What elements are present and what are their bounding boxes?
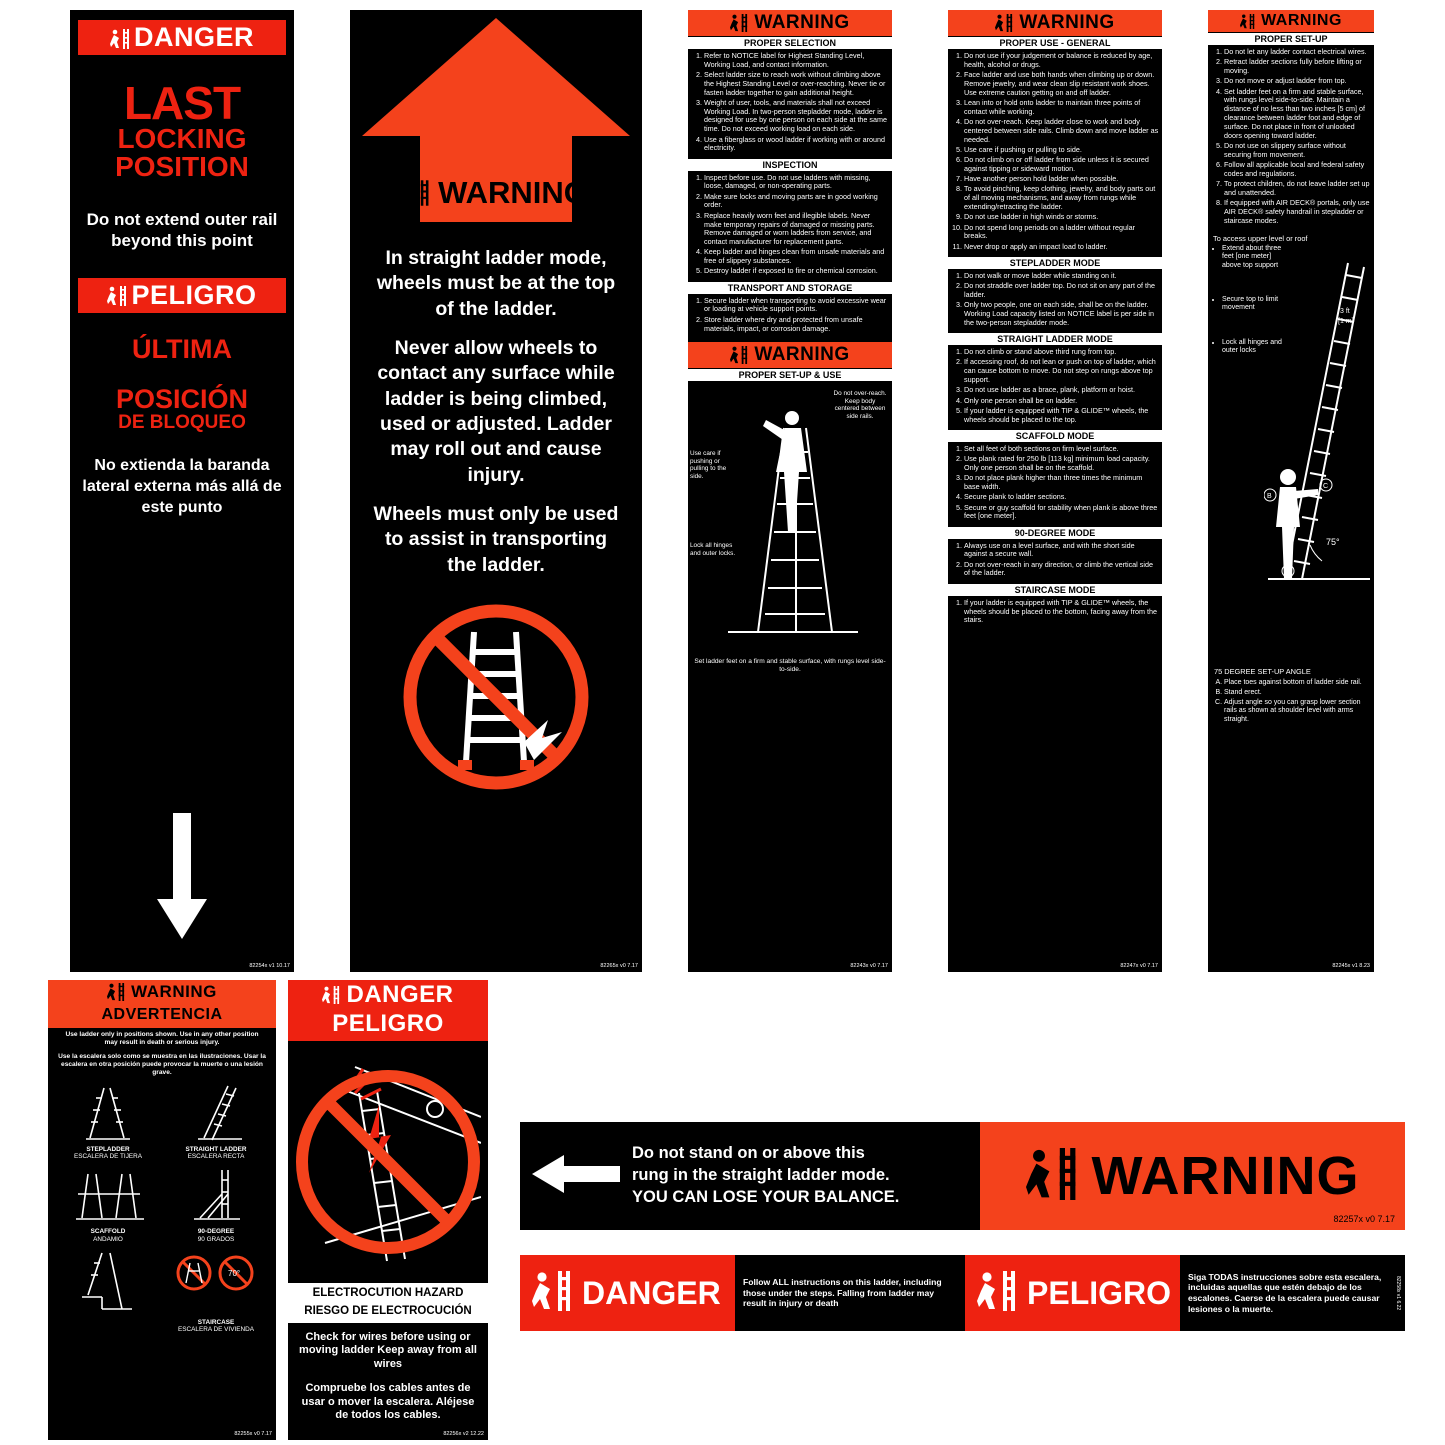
label-do-not-stand-banner bbox=[520, 1122, 1405, 1230]
list-item: 3. Lean into or hold onto ladder to maintain three points of contact while working. bbox=[964, 99, 1159, 117]
svg-text:C: C bbox=[1323, 482, 1329, 490]
list-item: 3. Do not use ladder as a brace, plank, platform or hoist. bbox=[964, 386, 1159, 395]
falling-person-icon bbox=[107, 982, 125, 1002]
list-item: 4. Keep ladder and hinges clean from unsafe materials and free of slippery substances. bbox=[704, 248, 889, 266]
list-item: A. Place toes against bottom of ladder side rail. bbox=[1224, 679, 1371, 688]
text-en: Use ladder only in positions shown. Use in any other position may result in death or serious injury. bbox=[65, 1031, 259, 1046]
svg-text:3 ft: 3 ft bbox=[1340, 307, 1350, 315]
callout-pushing: Use care if pushing or pulling to the side. bbox=[690, 449, 727, 480]
falling-person-icon bbox=[730, 13, 748, 33]
setup-illustration bbox=[688, 382, 892, 682]
mode-90-degree bbox=[162, 1164, 270, 1247]
list-item: 4. Set ladder feet on a firm and stable surface, with rungs level side-to-side. Maintain a distance of no less than two inches [5 cm] of clearance between ladder foot and edge of surface. Do not place in front of unlocked doors opening toward ladder. bbox=[1224, 88, 1371, 141]
mode-label-es: ESCALERA DE VIVIENDA bbox=[177, 1326, 254, 1334]
title-locking: LOCKING bbox=[117, 123, 247, 155]
section-items bbox=[1208, 46, 1374, 230]
list-item: 1. Inspect before use. Do not use ladders with missing, loose, damaged, or non-operating parts. bbox=[704, 174, 889, 192]
peligro-label: PELIGRO bbox=[1027, 1274, 1172, 1311]
label-electrocution bbox=[288, 980, 488, 1440]
label-proper-use bbox=[948, 10, 1162, 972]
list-item: 10. Do not spend long periods on a ladder without regular breaks. bbox=[964, 224, 1159, 242]
warning-header bbox=[688, 10, 892, 36]
mode-stepladder bbox=[54, 1082, 162, 1165]
list-item: 1. Set all feet of both sections on firm level surface. bbox=[964, 445, 1159, 454]
falling-person-icon bbox=[107, 285, 125, 305]
label-danger-peligro-strip bbox=[520, 1255, 1405, 1331]
label-code: 82245x v1 8.23 bbox=[1332, 963, 1370, 969]
list-item: 4. Secure plank to ladder sections. bbox=[964, 493, 1159, 502]
danger-text: Follow ALL instructions on this ladder, including those under the steps. Falling from ladder may result in injury or death bbox=[735, 1255, 965, 1331]
list-item: 5. If your ladder is equipped with TIP & GLIDE™ wheels, the wheels should be placed to the top. bbox=[964, 407, 1159, 425]
angle-notes bbox=[1208, 677, 1374, 729]
peligro-header bbox=[965, 1255, 1180, 1331]
falling-person-icon bbox=[404, 179, 430, 207]
danger-header bbox=[288, 980, 488, 1010]
wheels-text-2: Never allow wheels to contact any surface while ladder is being climbed, used or adjusted. Ladder may roll out and cause injury. bbox=[377, 337, 615, 486]
mode-grid bbox=[48, 1080, 276, 1340]
text-es: Use la escalera solo como se muestra en las ilustraciones. Usar la escalera en otra posición puede provocar la muerte o una lesión grave. bbox=[58, 1052, 266, 1076]
mode-label-en: 90-DEGREE bbox=[197, 1228, 235, 1236]
warning-label: WARNING bbox=[754, 12, 850, 33]
label-last-locking-position bbox=[70, 10, 294, 972]
warning-label: WARNING bbox=[1261, 12, 1342, 29]
list-item: 2. If accessing roof, do not lean or push on top of ladder, which can cause bottom to move. Do not step on rungs above top support. bbox=[964, 358, 1159, 384]
svg-text:A: A bbox=[1285, 568, 1290, 576]
list-item: 4. Use a fiberglass or wood ladder if working with or around electricity. bbox=[704, 136, 889, 154]
list-item: • Secure top to limit movement bbox=[1222, 296, 1288, 313]
list-item: 2. Face ladder and use both hands when climbing up or down. Remove jewelry, and wear clean slip resistant work shoes. Use extreme caution getting on and off ladder. bbox=[964, 71, 1159, 97]
list-item: • Lock all hinges and outer locks bbox=[1222, 339, 1288, 356]
section-title: STEPLADDER MODE bbox=[948, 256, 1162, 270]
falling-person-icon bbox=[322, 985, 340, 1005]
angle-caption: 75 DEGREE SET-UP ANGLE bbox=[1214, 666, 1311, 676]
text-en: Check for wires before using or moving ladder Keep away from all wires bbox=[299, 1330, 477, 1371]
label-proper-setup bbox=[1208, 10, 1374, 972]
list-item: 2. Do not over-reach in any direction, or climb the vertical side of the ladder. bbox=[964, 561, 1159, 579]
list-item: 2. Use plank rated for 250 lb [113 kg] minimum load capacity. Only one person shall be on the scaffold. bbox=[964, 455, 1159, 473]
advertencia-header bbox=[48, 1004, 276, 1028]
list-item: 6. Do not climb on or off ladder from side unless it is secured against tipping or sideward motion. bbox=[964, 156, 1159, 174]
list-item: 9. Do not use ladder in high winds or storms. bbox=[964, 213, 1159, 222]
list-item: • Extend about three feet [one meter] above top support bbox=[1222, 245, 1288, 270]
list-item: 3. Do not move or adjust ladder from top. bbox=[1224, 77, 1371, 86]
danger-header bbox=[520, 1255, 735, 1331]
setup-angle-illustration bbox=[1264, 245, 1374, 645]
label-code: 82257x v0 7.17 bbox=[1333, 1214, 1395, 1224]
sub-en: Do not extend outer rail beyond this point bbox=[86, 210, 278, 251]
mode-label-es: ESCALERA DE TIJERA bbox=[73, 1152, 143, 1160]
banner-line-2: rung in the straight ladder mode. bbox=[632, 1166, 890, 1185]
wheels-text-1: In straight ladder mode, wheels must be at the top of the ladder. bbox=[376, 247, 616, 320]
section-inspection bbox=[688, 158, 892, 281]
list-item: 3. Replace heavily worn feet and illegible labels. Never make temporary repairs of damaged or missing parts. Remove damaged or worn ladders from service, and contact manufacturer for replacement parts. bbox=[704, 212, 889, 247]
section-items bbox=[688, 172, 892, 281]
callout-overreach: Do not over-reach. Keep body centered between side rails. bbox=[833, 389, 887, 420]
access-title: To access upper level or roof bbox=[1213, 233, 1308, 243]
svg-text:75°: 75° bbox=[1326, 536, 1340, 547]
danger-label: DANGER bbox=[346, 981, 454, 1008]
advertencia-label: ADVERTENCIA bbox=[101, 1006, 223, 1023]
warning-header-2 bbox=[688, 342, 892, 368]
section-title: PROPER SELECTION bbox=[688, 36, 892, 50]
list-item: 5. Secure or guy scaffold for stability when plank is above three feet [one meter]. bbox=[964, 504, 1159, 522]
label-code: 82254x v1 10.17 bbox=[249, 963, 290, 969]
section-title: INSPECTION bbox=[688, 158, 892, 172]
falling-person-icon bbox=[1026, 1145, 1078, 1208]
no-wheels-contact-icon bbox=[350, 592, 642, 802]
svg-text:[1 m]: [1 m] bbox=[1338, 317, 1354, 325]
wheels-text-3: Wheels must only be used to assist in transporting the ladder. bbox=[373, 503, 619, 576]
list-item: 5. Do not use on slippery surface without securing from movement. bbox=[1224, 142, 1371, 160]
falling-person-icon bbox=[1240, 13, 1255, 30]
list-item: 1. Always use on a level surface, and with the short side against a secure wall. bbox=[964, 542, 1159, 560]
list-item: 1. Do not use if your judgement or balance is reduced by age, health, alcohol or drugs. bbox=[964, 52, 1159, 70]
label-code: 82255x v0 7.17 bbox=[234, 1431, 272, 1437]
section-items bbox=[688, 50, 892, 158]
list-item: 1. Refer to NOTICE label for Highest Standing Level, Working Load, and contact information. bbox=[704, 52, 889, 70]
warning-label: WARNING bbox=[754, 343, 850, 365]
list-item: B. Stand erect. bbox=[1224, 689, 1371, 698]
warning-label: WARNING bbox=[131, 982, 217, 1001]
list-item: 2. Do not straddle over ladder top. Do not sit on any part of the ladder. bbox=[964, 282, 1159, 300]
mode-label-es: ESCALERA RECTA bbox=[187, 1152, 245, 1160]
list-item: 1. If your ladder is equipped with TIP & GLIDE™ wheels, the wheels should be placed to the bottom, facing away from the stairs. bbox=[964, 599, 1159, 625]
warning-label: WARNING bbox=[438, 175, 588, 210]
list-item: 3. Do not place plank higher than three times the minimum base width. bbox=[964, 474, 1159, 492]
section-title: STAIRCASE MODE bbox=[948, 583, 1162, 597]
list-item: 1. Do not walk or move ladder while standing on it. bbox=[964, 272, 1159, 281]
mode-scaffold bbox=[54, 1164, 162, 1247]
banner-line-1: Do not stand on or above this bbox=[632, 1144, 865, 1163]
peligro-label: PELIGRO bbox=[332, 1010, 444, 1037]
list-item: 5. Destroy ladder if exposed to fire or chemical corrosion. bbox=[704, 267, 889, 276]
section-title: TRANSPORT AND STORAGE bbox=[688, 281, 892, 295]
peligro-label: PELIGRO bbox=[131, 279, 257, 310]
list-item: 2. Retract ladder sections fully before lifting or moving. bbox=[1224, 58, 1371, 76]
label-code: 82247x v0 7.17 bbox=[1120, 963, 1158, 969]
list-item: 8. If equipped with AIR DECK® portals, only use AIR DECK® safety handrail in stepladder or staircase modes. bbox=[1224, 199, 1371, 225]
title-ultima: ÚLTIMA bbox=[132, 333, 232, 364]
svg-text:70°: 70° bbox=[228, 1268, 241, 1278]
list-item: 3. Only two people, one on each side, shall be on the ladder. Working Load capacity listed on NOTICE label is per side in the two-person stepladder mode. bbox=[964, 301, 1159, 327]
label-proper-selection bbox=[688, 10, 892, 972]
warning-label: WARNING bbox=[1019, 12, 1115, 33]
list-item: C. Adjust angle so you can grasp lower section rails as shown at shoulder level with arms straight. bbox=[1224, 699, 1371, 725]
section-items bbox=[948, 443, 1162, 526]
danger-label: DANGER bbox=[582, 1274, 721, 1311]
mode-label-en: SCAFFOLD bbox=[90, 1228, 126, 1236]
list-item: 7. Have another person hold ladder when possible. bbox=[964, 175, 1159, 184]
title-position: POSITION bbox=[115, 151, 249, 183]
list-item: 8. To avoid pinching, keep clothing, jewelry, and body parts out of all moving mechanisms, and away from rungs while extending/retracting the ladder. bbox=[964, 185, 1159, 211]
section-items bbox=[948, 597, 1162, 630]
svg-text:B: B bbox=[1267, 492, 1272, 500]
section-items bbox=[948, 270, 1162, 332]
banner-line-3: YOU CAN LOSE YOUR BALANCE. bbox=[632, 1187, 900, 1206]
mode-straight-ladder bbox=[162, 1082, 270, 1165]
falling-person-icon bbox=[532, 1268, 572, 1319]
hazard-en: ELECTROCUTION HAZARD bbox=[288, 1283, 488, 1305]
list-item: 5. Use care if pushing or pulling to side. bbox=[964, 146, 1159, 155]
list-item: 2. Select ladder size to reach work without climbing above the Highest Standing Level or over-reaching. Never tie or fasten ladder together to gain additional height. bbox=[704, 71, 889, 97]
peligro-text: Siga TODAS instrucciones sobre esta escalera, incluidas aquellas que estén debajo de los escalones. Caerse de la escalera puede causar lesiones o la muerte. bbox=[1180, 1255, 1391, 1331]
label-positions-bilingual bbox=[48, 980, 276, 1440]
caption-feet: Set ladder feet on a firm and stable surface, with rungs level side-to-side. bbox=[694, 658, 886, 673]
section-title: STRAIGHT LADDER MODE bbox=[948, 332, 1162, 346]
text-es: Compruebe los cables antes de usar o mover la escalera. Aléjese de todos los cables. bbox=[301, 1381, 475, 1422]
peligro-header bbox=[78, 278, 286, 313]
mode-label-es: 90 GRADOS bbox=[197, 1235, 235, 1243]
label-code: 82265x v0 7.17 bbox=[600, 963, 638, 969]
section-title: PROPER SET-UP & USE bbox=[688, 368, 892, 382]
list-item: 3. Weight of user, tools, and materials shall not exceed Working Load. In two-person stepladder mode, ladder is designed for use by one person on each side at the same time. Do not exceed working load on each side. bbox=[704, 99, 889, 134]
section-proper-selection bbox=[688, 36, 892, 158]
list-item: 2. Store ladder where dry and protected from unsafe materials, impact, or corrosion damage. bbox=[704, 316, 889, 334]
sub-es: No extienda la baranda lateral externa más allá de este punto bbox=[82, 457, 282, 516]
warning-label: WARNING bbox=[1091, 1146, 1360, 1206]
title-de-bloqueo: DE BLOQUEO bbox=[118, 412, 246, 434]
section-transport-storage bbox=[688, 281, 892, 338]
section-items bbox=[688, 295, 892, 338]
list-item: 7. To protect children, do not leave ladder set up and unattended. bbox=[1224, 180, 1371, 198]
list-item: 1. Do not let any ladder contact electrical wires. bbox=[1224, 48, 1371, 57]
prohibited-positions bbox=[162, 1247, 270, 1338]
mode-label-es: ANDAMIO bbox=[93, 1235, 123, 1243]
warning-header bbox=[948, 10, 1162, 36]
down-arrow-icon bbox=[147, 813, 217, 948]
danger-label: DANGER bbox=[133, 22, 254, 52]
mode-label-en: STRAIGHT LADDER bbox=[185, 1145, 247, 1153]
label-wheels-warning bbox=[350, 10, 642, 972]
arrow-warning-header bbox=[350, 10, 642, 232]
label-code: 82256x v2 12.22 bbox=[443, 1431, 484, 1437]
electrocution-illustration bbox=[288, 1041, 488, 1283]
danger-header bbox=[78, 20, 286, 55]
left-arrow-icon bbox=[530, 1151, 622, 1202]
list-item: 1. Secure ladder when transporting to avoid excessive wear or loading at vehicle support points. bbox=[704, 297, 889, 315]
title-posicion: POSICIÓN bbox=[115, 384, 249, 414]
callout-locks: Lock all hinges and outer locks. bbox=[690, 541, 736, 557]
falling-person-icon bbox=[730, 345, 748, 365]
section-items bbox=[948, 540, 1162, 583]
list-item: 4. Do not over-reach. Keep ladder close to work and body centered between side rails. Climb down and move ladder as needed. bbox=[964, 118, 1159, 144]
peligro-header bbox=[288, 1010, 488, 1041]
section-title: PROPER SET-UP bbox=[1208, 32, 1374, 46]
label-code: 82258x v1 6.22 bbox=[1395, 1275, 1401, 1311]
section-items bbox=[948, 50, 1162, 256]
list-item: 6. Follow all applicable local and federal safety codes and regulations. bbox=[1224, 161, 1371, 179]
mode-label-en: STEPLADDER bbox=[86, 1145, 130, 1153]
falling-person-icon bbox=[977, 1268, 1017, 1319]
list-item: 1. Do not climb or stand above third rung from top. bbox=[964, 348, 1159, 357]
warning-header bbox=[48, 980, 276, 1004]
mode-label-en: STAIRCASE bbox=[197, 1318, 235, 1326]
section-title: SCAFFOLD MODE bbox=[948, 429, 1162, 443]
list-item: 2. Make sure locks and moving parts are in good working order. bbox=[704, 193, 889, 211]
falling-person-icon bbox=[110, 28, 128, 48]
title-last: LAST bbox=[123, 77, 241, 129]
warning-header bbox=[1208, 10, 1374, 32]
section-title: PROPER USE - GENERAL bbox=[948, 36, 1162, 50]
section-items bbox=[948, 346, 1162, 429]
falling-person-icon bbox=[995, 13, 1013, 33]
hazard-es: RIESGO DE ELECTROCUCIÓN bbox=[288, 1305, 488, 1323]
section-title: 90-DEGREE MODE bbox=[948, 526, 1162, 540]
mode-staircase bbox=[54, 1247, 162, 1338]
list-item: 4. Only one person shall be on ladder. bbox=[964, 397, 1159, 406]
list-item: 11. Never drop or apply an impact load to ladder. bbox=[964, 243, 1159, 252]
label-code: 82243x v0 7.17 bbox=[850, 963, 888, 969]
